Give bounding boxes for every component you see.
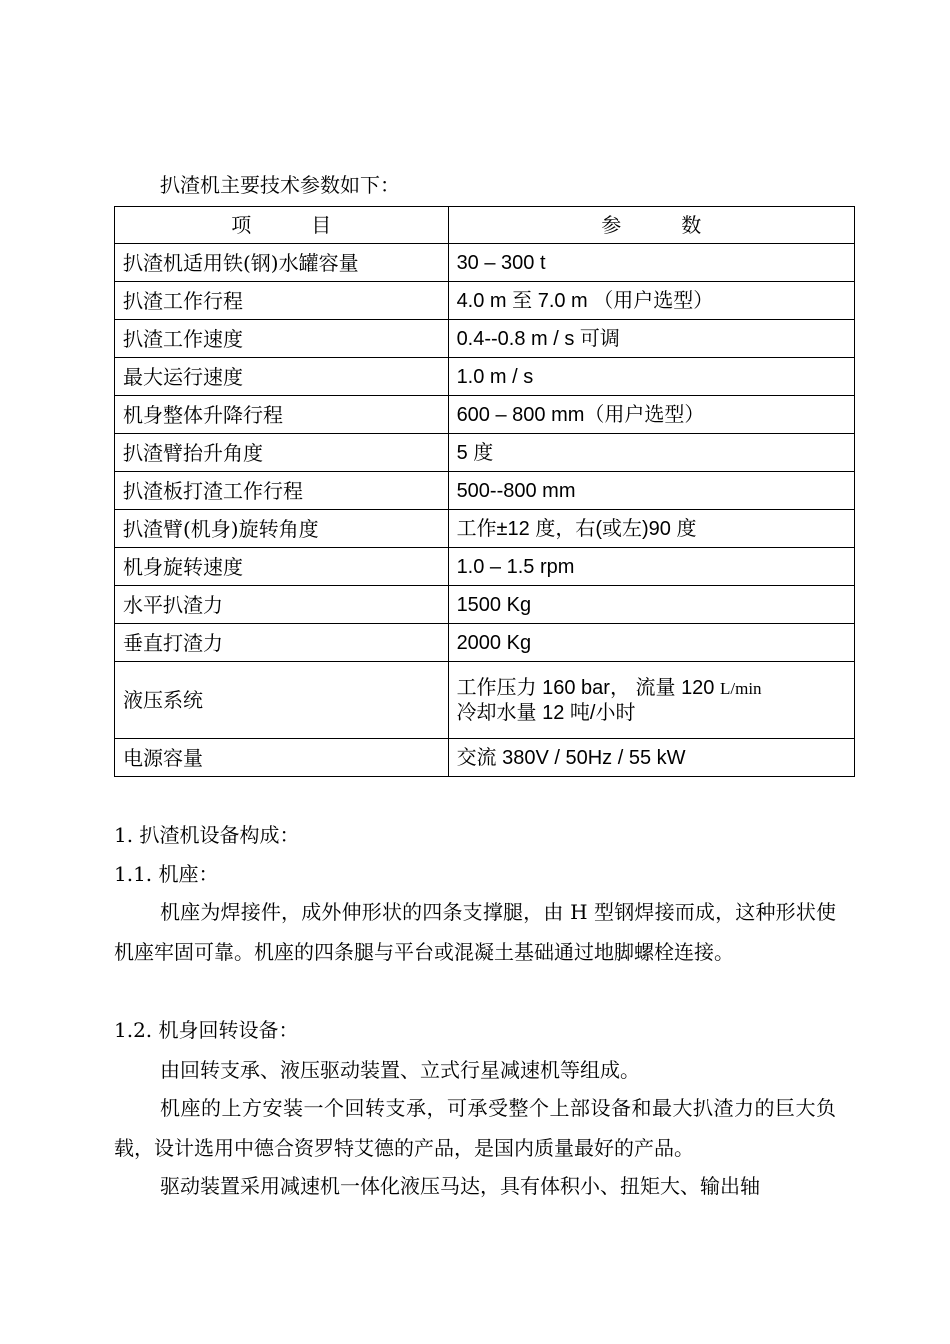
param-value: 30 – 300 t <box>448 244 854 282</box>
param-value: 交流 380V / 50Hz / 55 kW <box>448 739 854 777</box>
param-name: 扒渣机适用铁(钢)水罐容量 <box>115 244 449 282</box>
table-row <box>115 434 855 472</box>
paragraph: 机座的上方安装一个回转支承，可承受整个上部设备和最大扒渣力的巨大负载，设计选用中德合资罗特艾德的产品，是国内质量最好的产品。 <box>114 1096 836 1160</box>
param-name: 扒渣臂(机身)旋转角度 <box>115 510 449 548</box>
param-name: 扒渣板打渣工作行程 <box>115 472 449 510</box>
table-row <box>115 510 855 548</box>
hydraulic-line-1: 工作压力 160 bar， 流量 120 L/min <box>456 676 762 699</box>
param-name: 机身旋转速度 <box>115 548 449 586</box>
paragraph: 机座为焊接件，成外伸形状的四条支撑腿，由 H 型钢焊接而成，这种形状使机座牢固可靠。机座的四条腿与平台或混凝土基础通过地脚螺栓连接。 <box>114 900 836 964</box>
table-row <box>115 739 855 777</box>
param-name: 电源容量 <box>115 739 449 777</box>
table-row <box>115 662 855 739</box>
param-name: 液压系统 <box>115 662 449 739</box>
parameters-table <box>114 206 855 777</box>
table-row <box>115 472 855 510</box>
header-item: 项 目 <box>115 207 449 244</box>
table-intro: 扒渣机主要技术参数如下： <box>160 173 400 197</box>
table-row <box>115 396 855 434</box>
hydraulic-line-2: 冷却水量 12 吨/小时 <box>456 701 636 724</box>
table-row <box>115 320 855 358</box>
param-value: 工作±12 度，右(或左)90 度 <box>448 510 854 548</box>
param-name: 扒渣工作行程 <box>115 282 449 320</box>
param-name: 最大运行速度 <box>115 358 449 396</box>
param-name: 扒渣工作速度 <box>115 320 449 358</box>
table-row <box>115 244 855 282</box>
param-value: 4.0 m 至 7.0 m （用户选型） <box>448 282 854 320</box>
param-value: 500--800 mm <box>448 472 854 510</box>
flow-unit: L/min <box>720 678 762 698</box>
param-value: 2000 Kg <box>448 624 854 662</box>
param-name: 扒渣臂抬升角度 <box>115 434 449 472</box>
param-value: 1.0 – 1.5 rpm <box>448 548 854 586</box>
header-value: 参 数 <box>448 207 854 244</box>
table-header-row <box>115 207 855 244</box>
param-value: 0.4--0.8 m / s 可调 <box>448 320 854 358</box>
section-heading: 1. 扒渣机设备构成： <box>114 823 300 847</box>
table-row <box>115 548 855 586</box>
param-name: 垂直打渣力 <box>115 624 449 662</box>
paragraph: 驱动装置采用减速机一体化液压马达，具有体积小、扭矩大、输出轴 <box>160 1174 760 1198</box>
param-value: 1500 Kg <box>448 586 854 624</box>
param-value-multiline <box>448 662 854 739</box>
param-name: 机身整体升降行程 <box>115 396 449 434</box>
param-value: 1.0 m / s <box>448 358 854 396</box>
table-row <box>115 624 855 662</box>
table-row <box>115 586 855 624</box>
table-row <box>115 282 855 320</box>
table-row <box>115 358 855 396</box>
subsection-heading: 1.1. 机座： <box>114 862 219 886</box>
paragraph: 由回转支承、液压驱动装置、立式行星减速机等组成。 <box>160 1058 640 1082</box>
subsection-heading: 1.2. 机身回转设备： <box>114 1018 299 1042</box>
param-value: 5 度 <box>448 434 854 472</box>
param-value: 600 – 800 mm（用户选型） <box>448 396 854 434</box>
param-name: 水平扒渣力 <box>115 586 449 624</box>
